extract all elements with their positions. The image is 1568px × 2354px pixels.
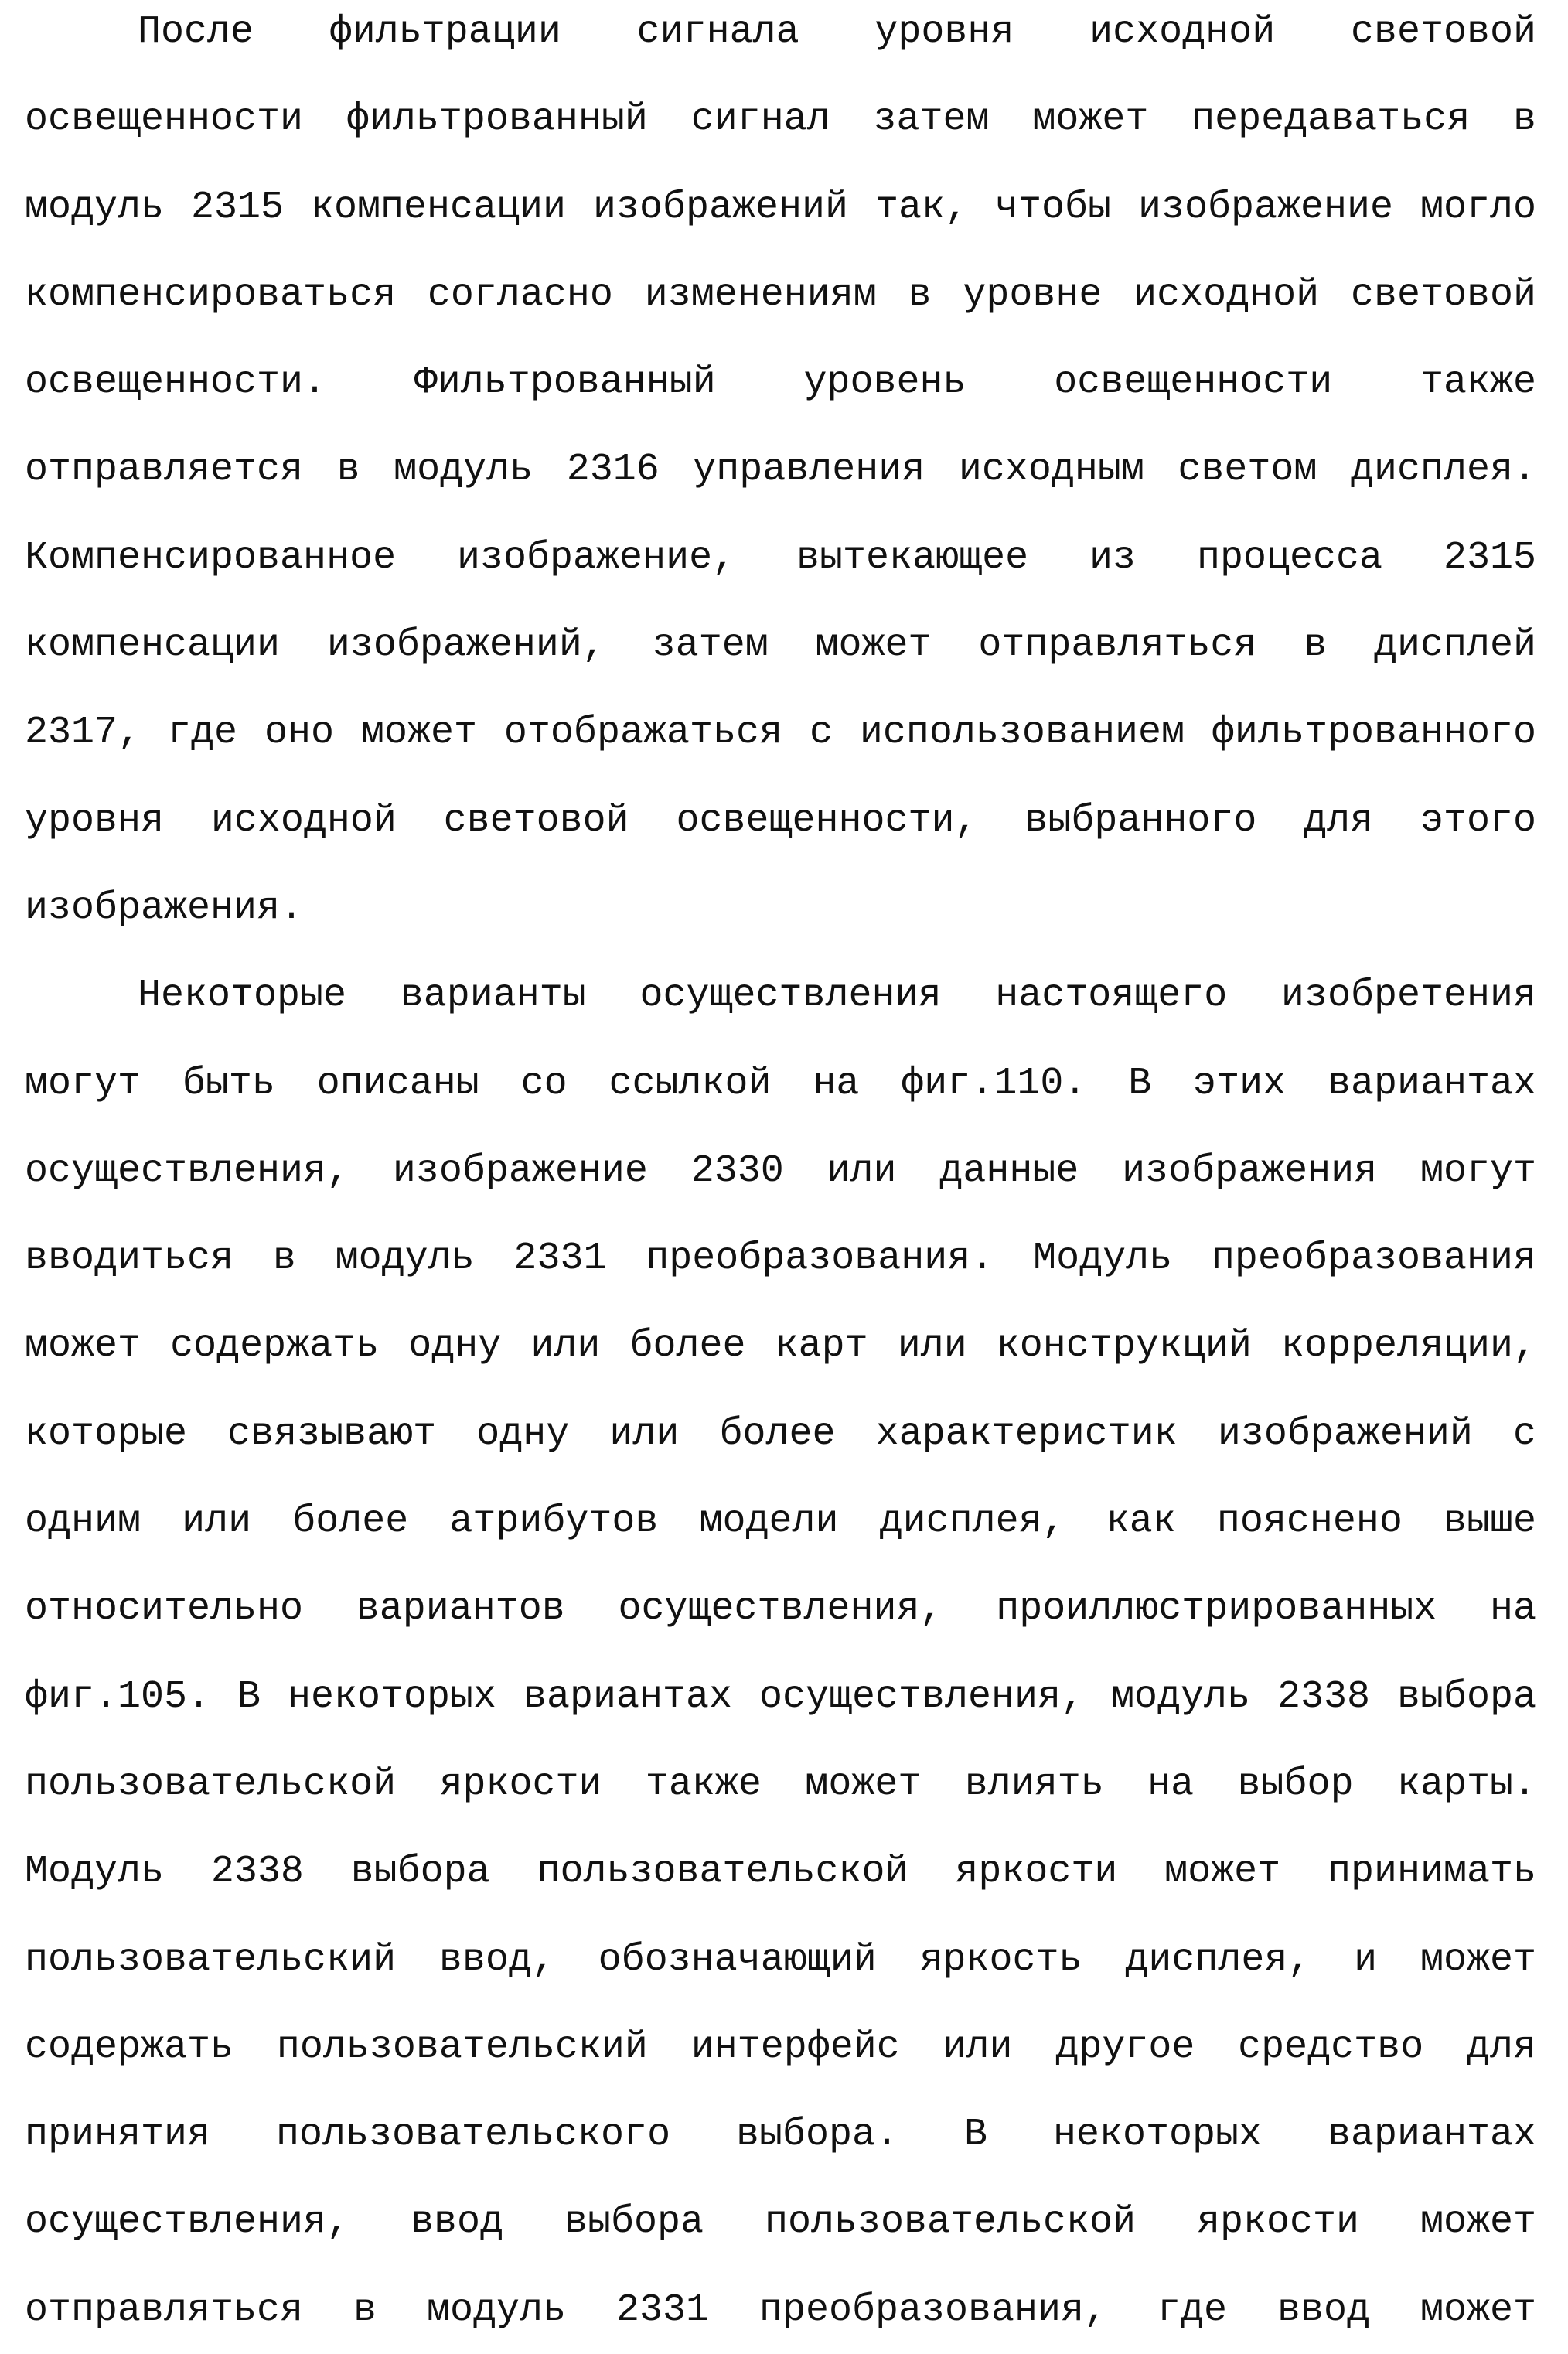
text-line: содержать пользовательский интерфейс или другое средство для bbox=[25, 2004, 1536, 2091]
text-line: которые связывают одну или более характеристик изображений с bbox=[25, 1390, 1536, 1478]
text-line: изображения. bbox=[25, 865, 1536, 952]
text-line: отправляется в модуль 2316 управления исходным светом дисплея. bbox=[25, 426, 1536, 513]
text-line: Компенсированное изображение, вытекающее из процесса 2315 bbox=[25, 514, 1536, 602]
text-line: модуль 2315 компенсации изображений так, чтобы изображение могло bbox=[25, 164, 1536, 251]
text-line: могут быть описаны со ссылкой на фиг.110. В этих вариантах bbox=[25, 1040, 1536, 1128]
text-line: относительно вариантов осуществления, проиллюстрированных на bbox=[25, 1565, 1536, 1653]
text-line: осуществления, ввод выбора пользовательской яркости может bbox=[25, 2178, 1536, 2266]
text-line: отправляться в модуль 2331 преобразования, где ввод может bbox=[25, 2267, 1536, 2354]
text-line: может содержать одну или более карт или конструкций корреляции, bbox=[25, 1302, 1536, 1390]
paragraph bbox=[25, 952, 1536, 2354]
text-line: Модуль 2338 выбора пользовательской яркости может принимать bbox=[25, 1828, 1536, 1916]
text-line: уровня исходной световой освещенности, выбранного для этого bbox=[25, 777, 1536, 865]
text-line: пользовательской яркости также может влиять на выбор карты. bbox=[25, 1741, 1536, 1828]
text-line: одним или более атрибутов модели дисплея, как пояснено выше bbox=[25, 1478, 1536, 1565]
text-line: осуществления, изображение 2330 или данные изображения могут bbox=[25, 1128, 1536, 1215]
text-line: После фильтрации сигнала уровня исходной световой bbox=[25, 0, 1536, 76]
text-line: пользовательский ввод, обозначающий яркость дисплея, и может bbox=[25, 1916, 1536, 2004]
text-line: освещенности. Фильтрованный уровень освещенности также bbox=[25, 339, 1536, 426]
text-line: Некоторые варианты осуществления настоящего изобретения bbox=[25, 952, 1536, 1039]
text-line: компенсации изображений, затем может отправляться в дисплей bbox=[25, 602, 1536, 689]
text-line: освещенности фильтрованный сигнал затем может передаваться в bbox=[25, 76, 1536, 163]
text-line: вводиться в модуль 2331 преобразования. Модуль преобразования bbox=[25, 1215, 1536, 1302]
document-page bbox=[25, 0, 1536, 2354]
text-line: фиг.105. В некоторых вариантах осуществления, модуль 2338 выбора bbox=[25, 1653, 1536, 1741]
text-line: компенсироваться согласно изменениям в уровне исходной световой bbox=[25, 251, 1536, 339]
text-line: 2317, где оно может отображаться с использованием фильтрованного bbox=[25, 689, 1536, 776]
paragraph bbox=[25, 0, 1536, 952]
text-line: принятия пользовательского выбора. В некоторых вариантах bbox=[25, 2091, 1536, 2178]
